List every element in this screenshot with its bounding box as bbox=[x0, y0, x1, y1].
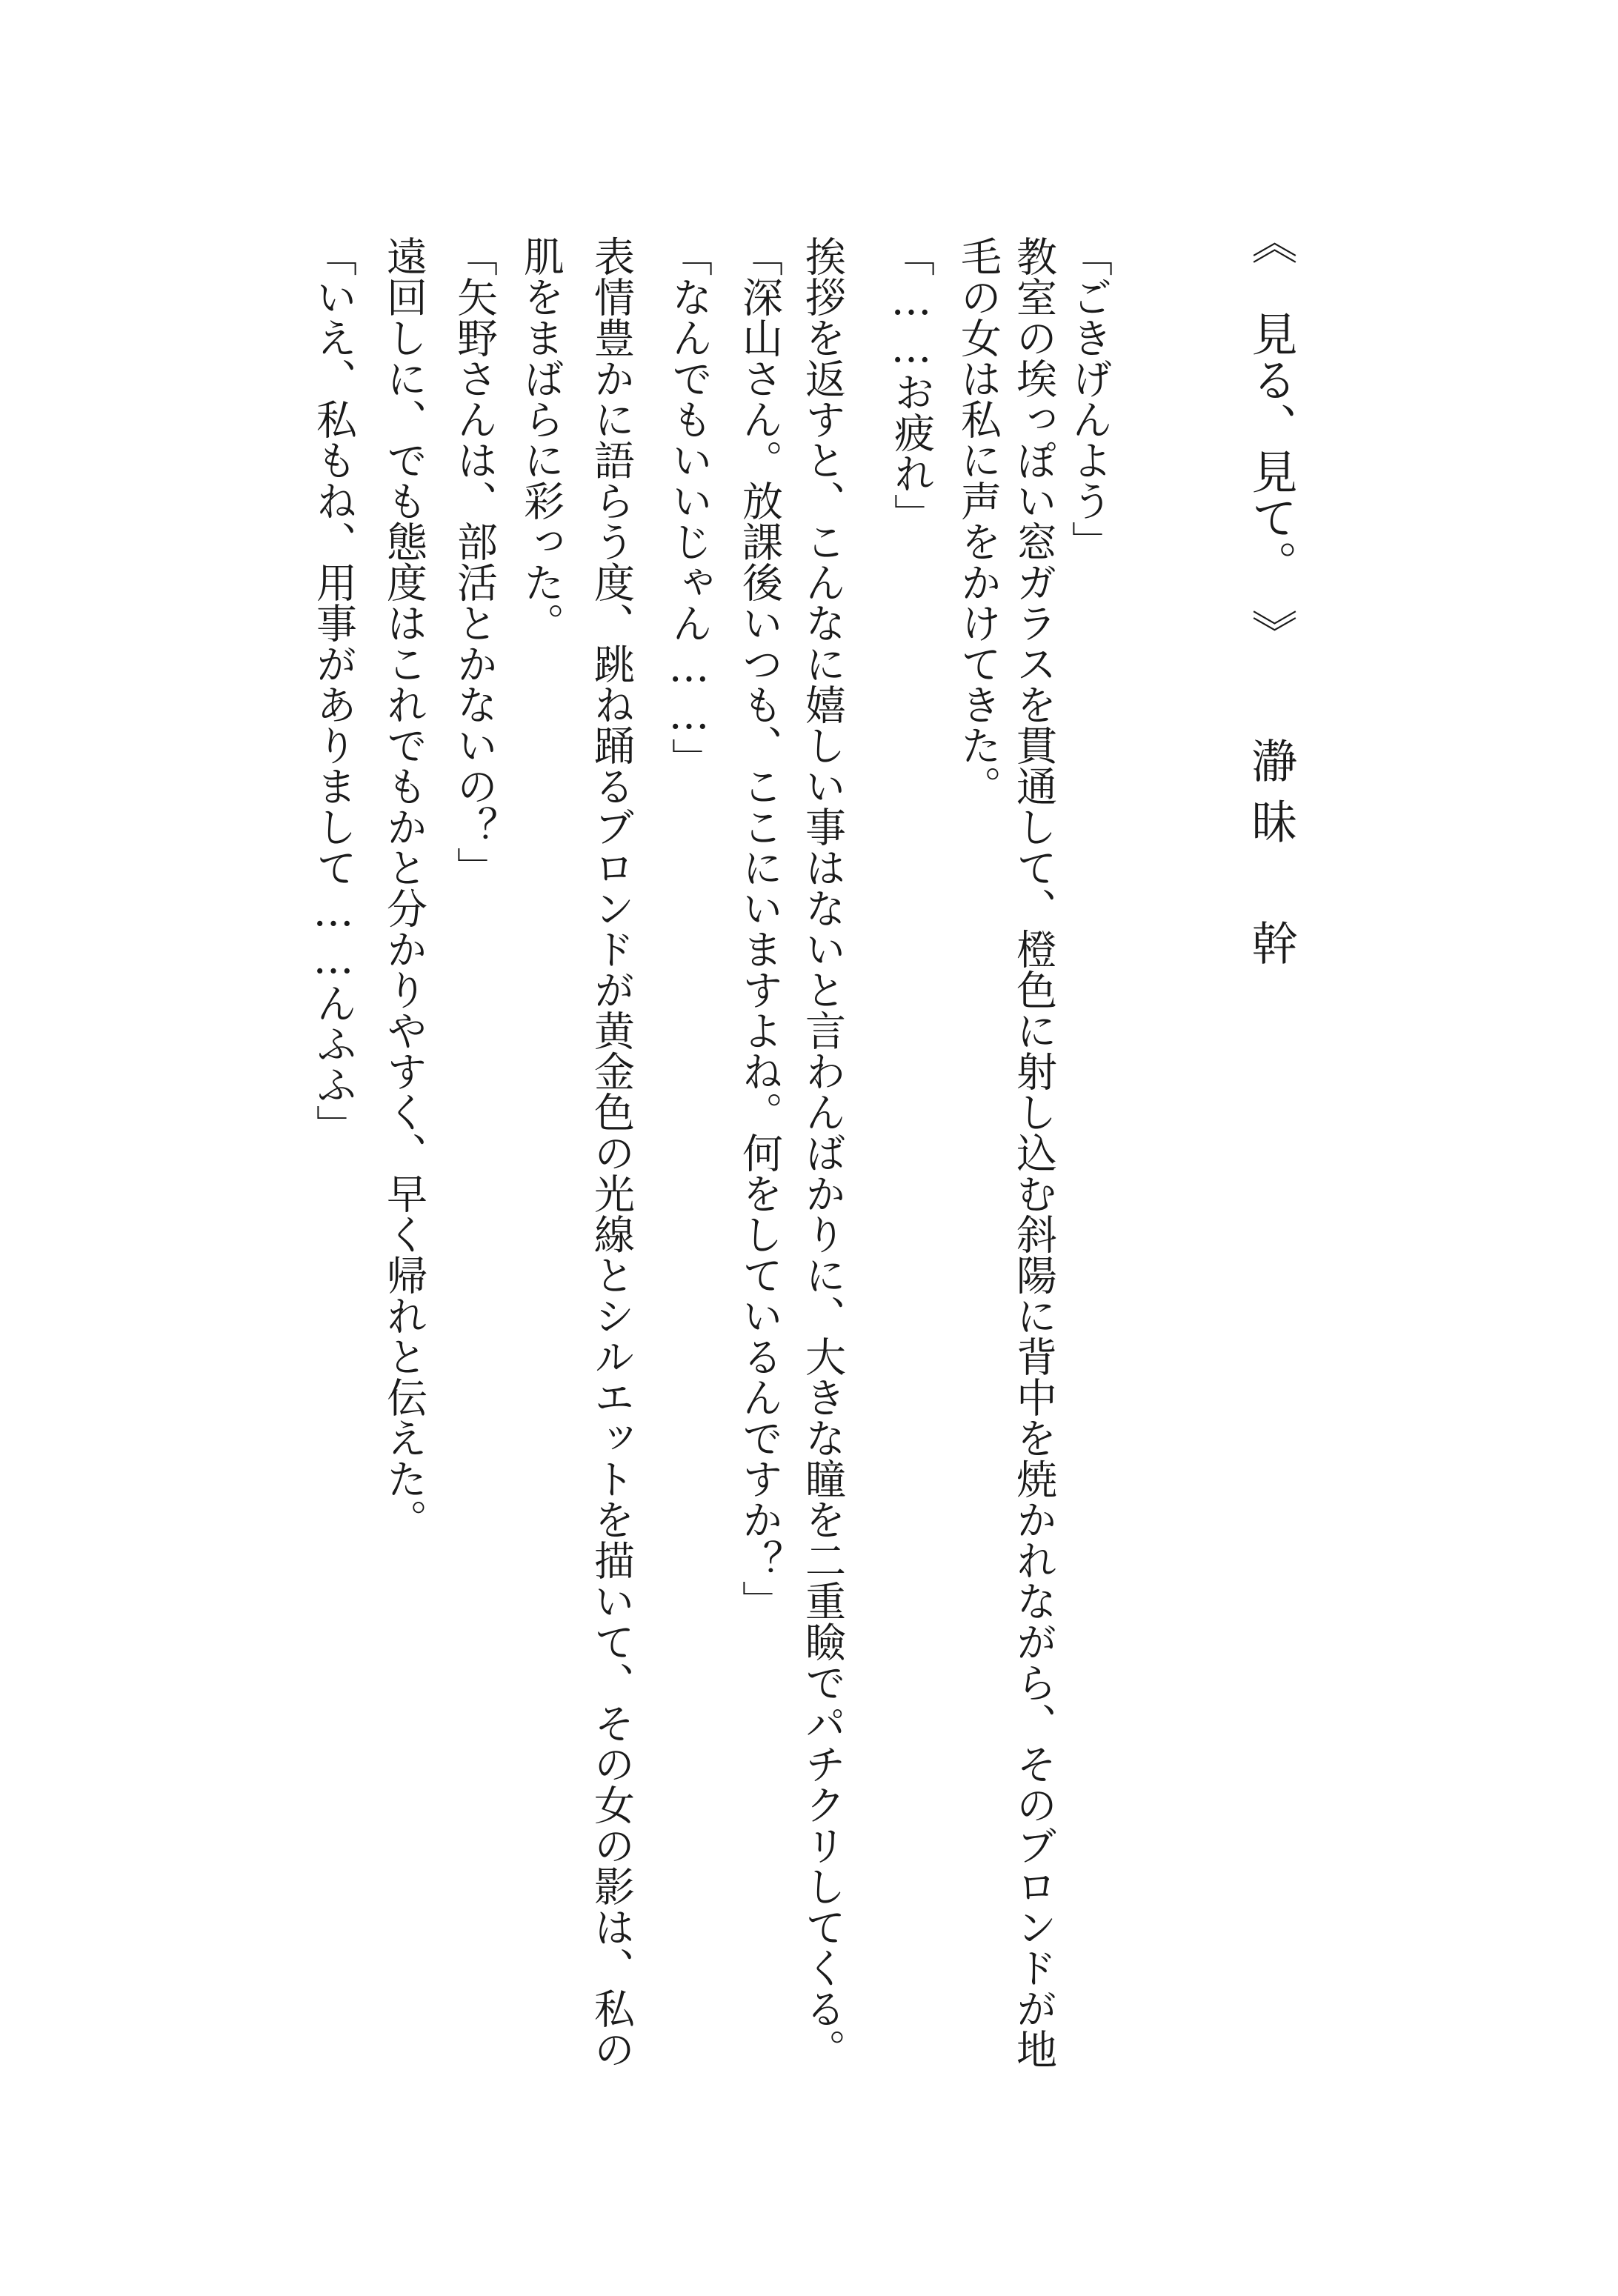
text-line: 「深山さん。放課後いつも、ここにいますよね。何をしているんですか？」 bbox=[736, 236, 783, 1621]
text-line: 教室の埃っぽい窓ガラスを貫通して、橙色に射し込む斜陽に背中を焼かれながら、そのブロンドが地 bbox=[1010, 236, 1057, 2069]
text-line: 「いえ、私もね、用事がありまして……んふふ」 bbox=[310, 236, 357, 1145]
text-line: 「なんでもいいじゃん……」 bbox=[665, 236, 713, 779]
text-line: 毛の女は私に声をかけてきた。 bbox=[954, 236, 1002, 806]
text-line: 肌をまばらに彩った。 bbox=[517, 236, 565, 643]
author-name: 瀞昧 幹 bbox=[1244, 737, 1298, 980]
text-line: 挨拶を返すと、こんなに嬉しい事はないと言わんばかりに、大きな瞳を二重瞼でパチクリしてくる。 bbox=[799, 236, 846, 2069]
page-title: 《 見る、見て。 》 bbox=[1244, 219, 1298, 655]
text-line: 遠回しに、でも態度はこれでもかと分かりやすく、早く帰れと伝えた。 bbox=[380, 236, 427, 1540]
text-line: 表情豊かに語らう度、跳ね踊るブロンドが黄金色の光線とシルエットを描いて、その女の影は、私の bbox=[587, 236, 635, 2069]
text-line: 「ごきげんよう」 bbox=[1065, 236, 1113, 562]
title-block bbox=[1244, 219, 1304, 980]
text-line: 「……お疲れ」 bbox=[888, 236, 935, 534]
text-line: 「矢野さんは、部活とかないの？」 bbox=[450, 236, 498, 888]
